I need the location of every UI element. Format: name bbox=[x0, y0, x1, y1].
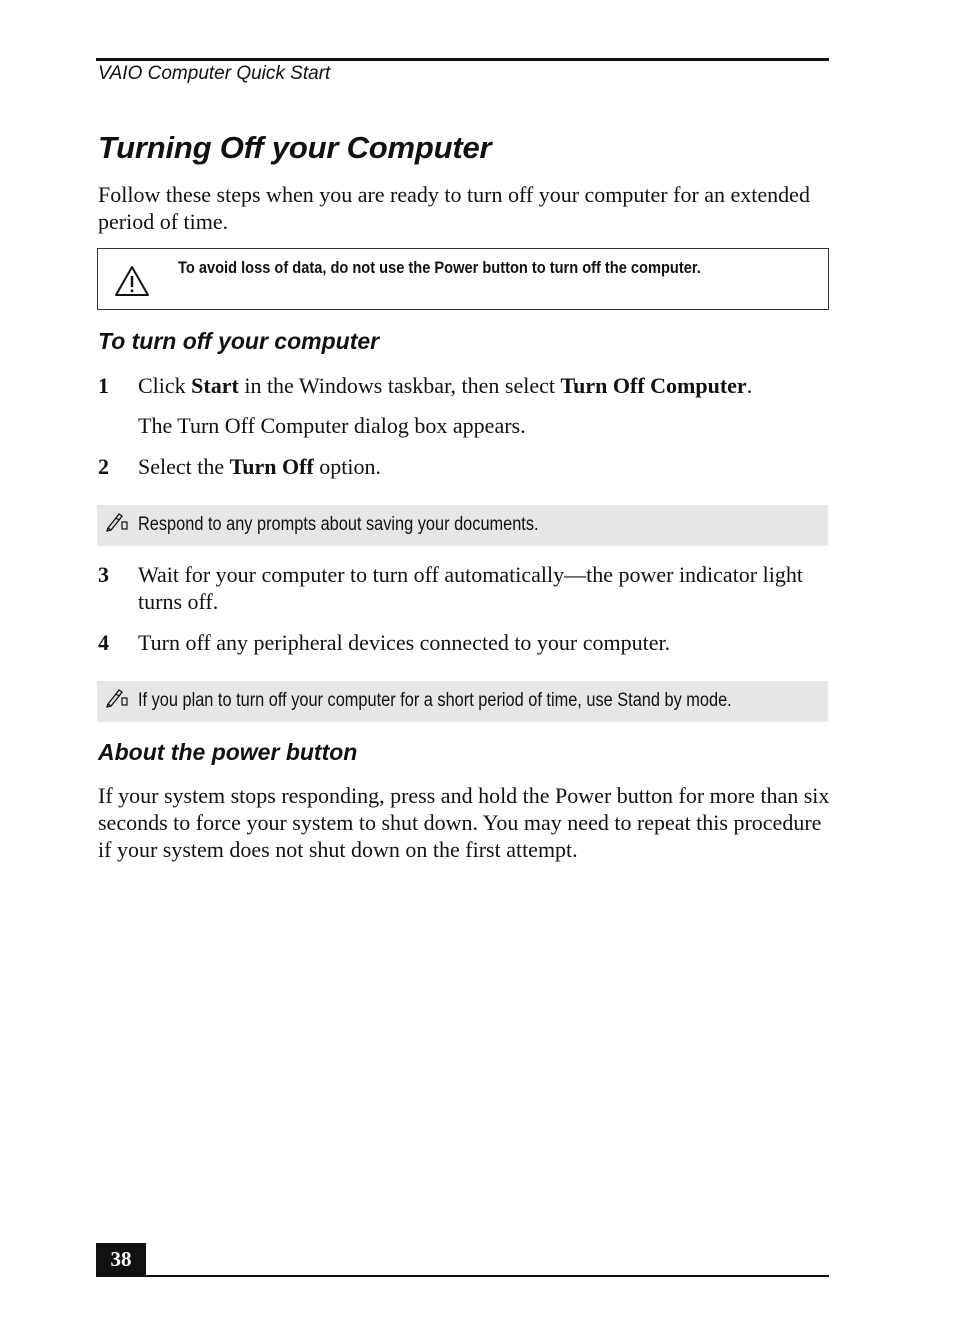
header-rule bbox=[96, 58, 829, 61]
note-text: Respond to any prompts about saving your documents. bbox=[138, 514, 539, 535]
step-number: 2 bbox=[98, 454, 109, 479]
writing-hand-note-icon bbox=[105, 512, 129, 532]
turn-off-option-reference: Turn Off bbox=[229, 454, 314, 479]
step-number: 3 bbox=[98, 562, 109, 587]
running-header: VAIO Computer Quick Start bbox=[98, 63, 331, 84]
procedure-heading: To turn off your computer bbox=[98, 328, 380, 354]
note-text: If you plan to turn off your computer for a short period of time, use Stand by mode. bbox=[138, 690, 732, 711]
turn-off-computer-reference: Turn Off Computer bbox=[560, 373, 747, 398]
footer-rule bbox=[96, 1275, 829, 1277]
start-menu-reference: Start bbox=[191, 373, 239, 398]
step-text: Click Start in the Windows taskbar, then select Turn Off Computer. bbox=[138, 373, 753, 398]
power-button-heading: About the power button bbox=[98, 739, 358, 765]
step-text: Turn off any peripheral devices connected to your computer. bbox=[138, 630, 671, 655]
step-number: 1 bbox=[98, 373, 109, 398]
step-text: Select the Turn Off option. bbox=[138, 454, 382, 479]
page-number: 38 bbox=[96, 1243, 146, 1276]
intro-paragraph: Follow these steps when you are ready to turn off your computer for an extended period of time. bbox=[98, 182, 810, 234]
warning-text: To avoid loss of data, do not use the Power button to turn off the computer. bbox=[178, 258, 701, 277]
warning-triangle-icon bbox=[114, 265, 150, 297]
writing-hand-note-icon bbox=[105, 688, 129, 708]
step-result-text: The Turn Off Computer dialog box appears. bbox=[138, 413, 526, 438]
step-number: 4 bbox=[98, 630, 109, 655]
note-box-1 bbox=[97, 505, 828, 546]
page-title: Turning Off your Computer bbox=[98, 130, 492, 165]
note-box-2 bbox=[97, 681, 828, 722]
step-text: Wait for your computer to turn off automatically—the power indicator light turns off. bbox=[138, 562, 803, 614]
power-button-paragraph: If your system stops responding, press and hold the Power button for more than six seconds to force your system to shut down. You may need to repeat this procedure if your system does not shut down on the first attempt. bbox=[98, 783, 830, 862]
warning-box bbox=[97, 248, 829, 310]
